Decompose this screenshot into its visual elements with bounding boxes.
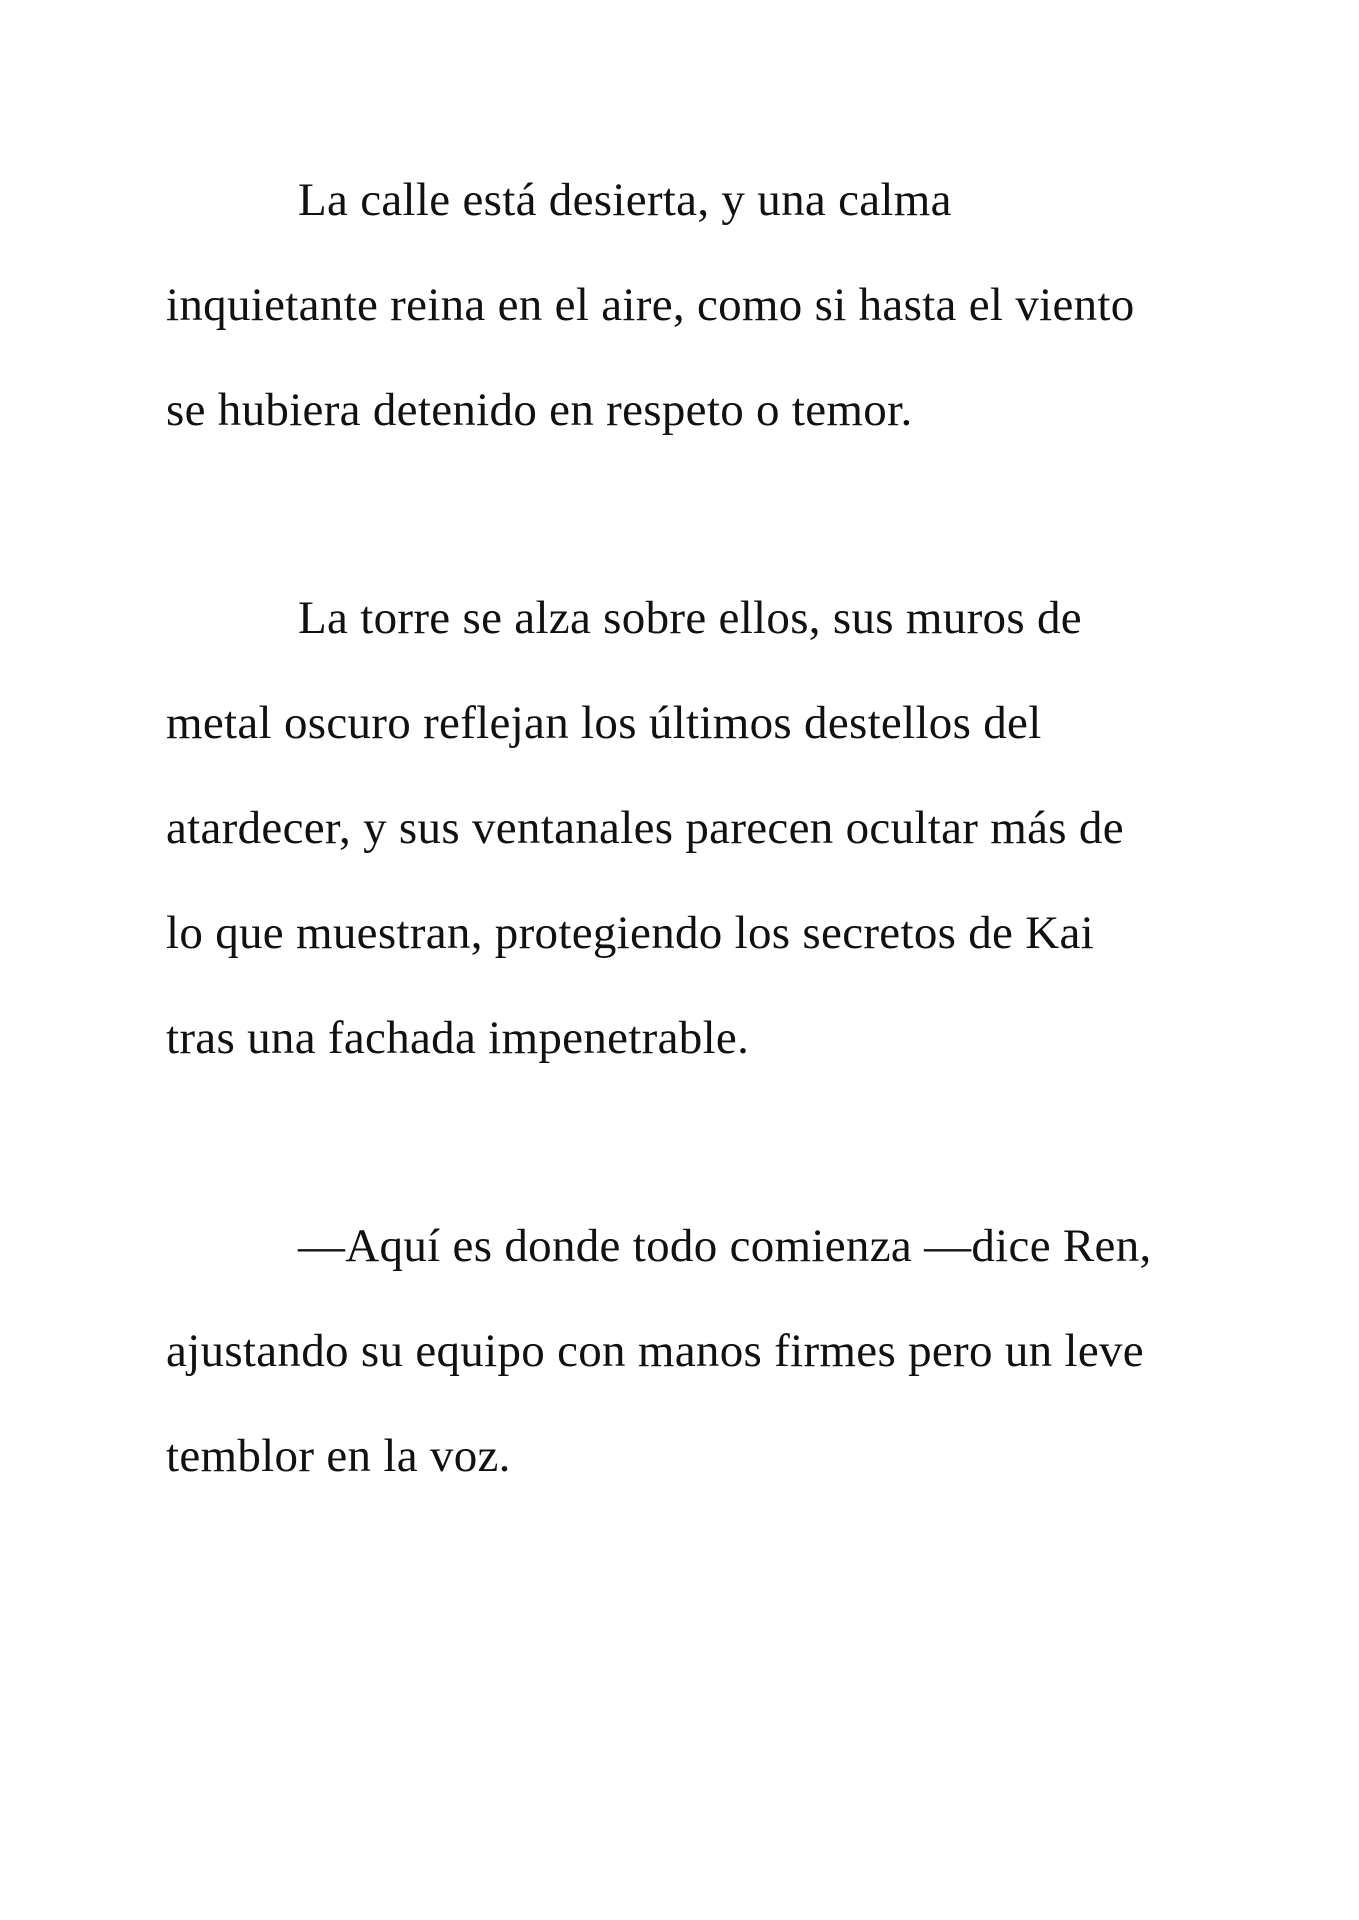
text-line: lo que muestran, protegiendo los secretos de Kai (166, 907, 1095, 959)
text-line: La calle está desierta, y una calma (298, 174, 952, 226)
text-line: La torre se alza sobre ellos, sus muros de (298, 592, 1082, 644)
text-line: inquietante reina en el aire, como si hasta el viento (166, 279, 1135, 331)
text-line: atardecer, y sus ventanales parecen ocultar más de (166, 802, 1124, 854)
text-line: metal oscuro reflejan los últimos destellos del (166, 697, 1042, 749)
text-line: se hubiera detenido en respeto o temor. (166, 384, 913, 436)
text-line: —Aquí es donde todo comienza —dice Ren, (298, 1220, 1152, 1272)
text-line: tras una fachada impenetrable. (166, 1012, 750, 1064)
text-line: temblor en la voz. (166, 1430, 511, 1482)
text-line: ajustando su equipo con manos firmes pero un leve (166, 1325, 1144, 1377)
